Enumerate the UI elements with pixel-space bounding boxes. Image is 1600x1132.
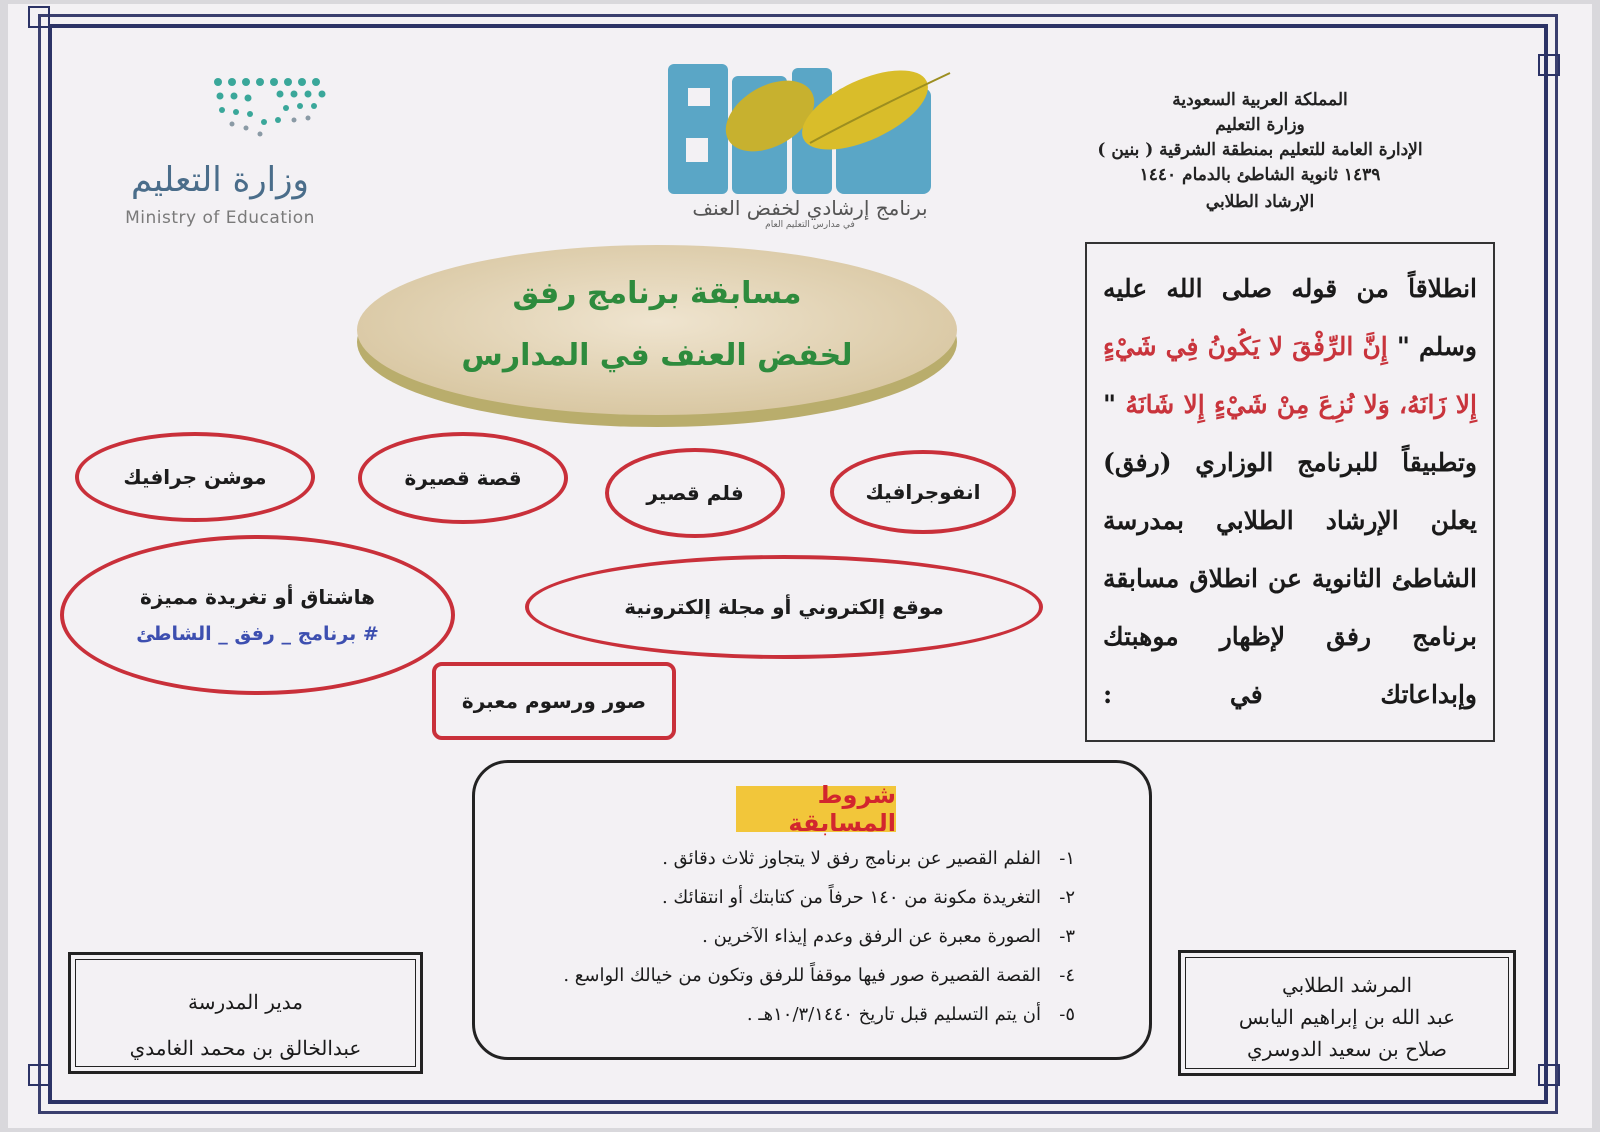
- condition-item: [500, 1004, 1075, 1043]
- category-short-story: قصة قصيرة: [358, 432, 568, 524]
- header-block: [1080, 88, 1440, 215]
- condition-text: الفلم القصير عن برنامج رفق لا يتجاوز ثلاث دقائق .: [662, 848, 1041, 869]
- rifq-leaf-icon: [660, 58, 980, 198]
- moe-arabic-name: وزارة التعليم: [131, 160, 309, 200]
- corner-ornament: [1538, 1064, 1560, 1086]
- conditions-title: شروط المسابقة: [736, 786, 896, 832]
- condition-text: القصة القصيرة صور فيها موقفاً للرفق وتكون من خيالك الواسع .: [563, 965, 1041, 986]
- category-infographic: انفوجرافيك: [830, 450, 1016, 534]
- corner-ornament: [1538, 54, 1560, 76]
- rifq-tagline: برنامج إرشادي لخفض العنف: [692, 196, 928, 220]
- principal-signature-box: [68, 952, 423, 1074]
- title-ellipse-shape: [352, 232, 962, 432]
- moe-dots-icon: [100, 72, 340, 152]
- condition-number: ٤-: [1059, 965, 1075, 986]
- rifq-logo: [660, 58, 980, 238]
- moe-english-name: Ministry of Education: [125, 208, 315, 228]
- title-line-1: مسابقة برنامج رفق: [512, 276, 802, 311]
- corner-ornament: [28, 1064, 50, 1086]
- category-motion-graphic: موشن جرافيك: [75, 432, 315, 522]
- condition-item: [500, 887, 1075, 926]
- condition-number: ٢-: [1059, 887, 1075, 908]
- condition-number: ٥-: [1059, 1004, 1075, 1025]
- intro-part-2: " وتطبيقاً للبرنامج الوزاري (رفق) يعلن الإرشاد الطلابي بمدرسة الشاطئ الثانوية عن انطلاق مسابقة برنامج رفق لإظهار موهبتك وإبداعاتك في :: [1103, 390, 1477, 709]
- header-line: ١٤٣٩ ثانوية الشاطئ بالدمام ١٤٤٠: [1139, 165, 1381, 185]
- condition-number: ٣-: [1059, 926, 1075, 947]
- title-line-2: لخفض العنف في المدارس: [461, 338, 853, 373]
- header-line: المملكة العربية السعودية: [1172, 90, 1348, 110]
- counselor-name-1: عبد الله بن إبراهيم اليابس: [1238, 1005, 1456, 1029]
- header-line: وزارة التعليم: [1215, 115, 1305, 135]
- condition-item: [500, 926, 1075, 965]
- condition-item: [500, 965, 1075, 1004]
- principal-title: مدير المدرسة: [187, 990, 304, 1014]
- condition-item: [500, 848, 1075, 887]
- category-hashtag: [60, 535, 455, 695]
- rifq-sub-tagline: في مدارس التعليم العام: [765, 220, 855, 230]
- header-line: الإدارة العامة للتعليم بمنطقة الشرقية ( بنين ): [1097, 140, 1423, 160]
- counselor-name-2: صلاح بن سعيد الدوسري: [1247, 1037, 1447, 1061]
- hashtag-text: # برنامج _ رفق _ الشاطئ: [136, 623, 379, 645]
- intro-part-1: انطلاقاً من قوله صلى الله عليه وسلم ": [1103, 274, 1477, 361]
- conditions-list: [500, 848, 1075, 1043]
- category-website: موقع إلكتروني أو مجلة إلكترونية: [525, 555, 1043, 659]
- header-line: الإرشاد الطلابي: [1205, 192, 1315, 212]
- condition-text: أن يتم التسليم قبل تاريخ ١٠/٣/١٤٤٠هـ .: [746, 1004, 1041, 1025]
- principal-name: عبدالخالق بن محمد الغامدي: [129, 1036, 362, 1060]
- category-short-film: فلم قصير: [605, 448, 785, 538]
- moe-logo: [100, 72, 340, 232]
- condition-text: التغريدة مكونة من ١٤٠ حرفاً من كتابتك أو انتقائك .: [661, 887, 1041, 908]
- corner-ornament: [28, 6, 50, 28]
- counselor-signature-box: [1178, 950, 1516, 1076]
- category-pictures: صور ورسوم معبرة: [432, 662, 676, 740]
- hadith-text: إِنَّ الرِّفْقَ لا يَكُونُ فِي شَيْءٍ إِلا زَانَهُ، وَلا نُزِعَ مِنْ شَيْءٍ إِلا شَانَهُ: [1103, 332, 1477, 419]
- intro-text-box: [1085, 242, 1495, 742]
- condition-number: ١-: [1059, 848, 1075, 869]
- hashtag-title: هاشتاق أو تغريدة مميزة: [139, 585, 376, 609]
- counselor-title: المرشد الطلابي: [1281, 973, 1413, 997]
- condition-text: الصورة معبرة عن الرفق وعدم إيذاء الآخرين .: [702, 926, 1041, 947]
